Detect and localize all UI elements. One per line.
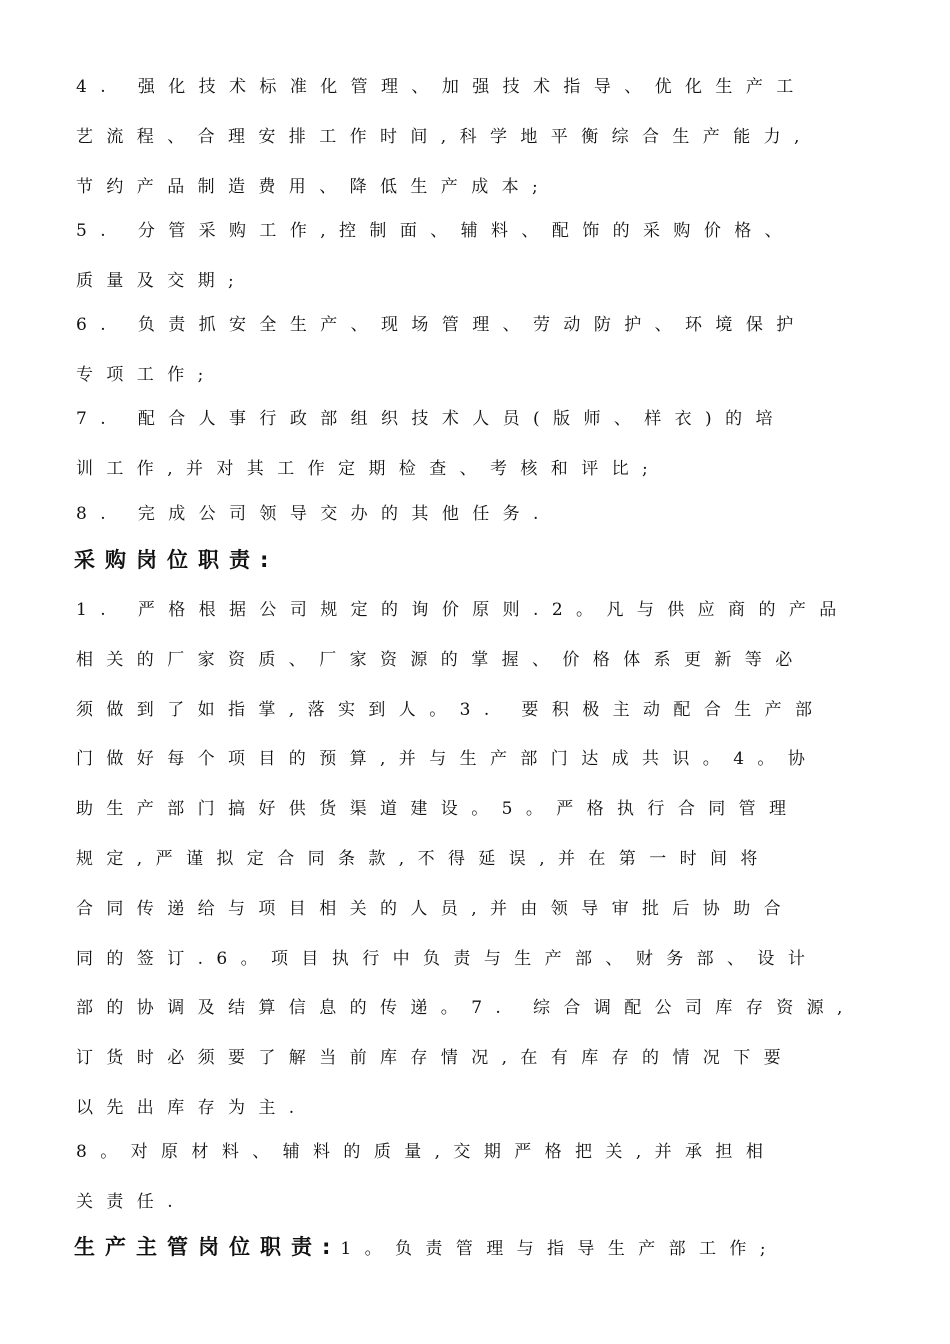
text-line: 节约产品制造费用、降低生产成本;: [76, 177, 552, 197]
text-line: 规定,严谨拟定合同条款,不得延误,并在第一时间将: [76, 849, 771, 869]
text-line: 训工作,并对其工作定期检查、考核和评比;: [76, 459, 662, 479]
text-line: 专项工作;: [76, 365, 217, 385]
text-line: 门做好每个项目的预算,并与生产部门达成共识。4。协: [76, 749, 819, 769]
text-line: 关责任.: [76, 1192, 187, 1212]
text-line: 8. 完成公司领导交办的其他任务.: [76, 504, 552, 524]
text-line: 8。对原材料、辅料的质量,交期严格把关,并承担相: [76, 1142, 777, 1162]
production-first-item: 1。负责管理与指导生产部工作;: [340, 1239, 779, 1259]
production-heading-text: 生产主管岗位职责:: [74, 1235, 341, 1259]
text-line: 助生产部门搞好供货渠道建设。5。严格执行合同管理: [76, 799, 800, 819]
text-line: 5. 分管采购工作,控制面、辅料、配饰的采购价格、: [76, 221, 796, 241]
text-line: 部的协调及结算信息的传递。7. 综合调配公司库存资源,: [76, 998, 856, 1018]
text-line: 艺流程、合理安排工作时间,科学地平衡综合生产能力,: [76, 127, 813, 147]
text-line: 1. 严格根据公司规定的询价原则.2。凡与供应商的产品: [76, 600, 850, 620]
text-line: 质量及交期;: [76, 271, 248, 291]
text-line: 合同传递给与项目相关的人员,并由领导审批后协助合: [76, 899, 795, 919]
text-line: 以先出库存为主.: [76, 1098, 308, 1118]
section-heading-purchase: 采购岗位职责:: [74, 548, 279, 572]
text-line: 相关的厂家资质、厂家资源的掌握、价格体系更新等必: [76, 650, 806, 670]
text-line: 4. 强化技术标准化管理、加强技术指导、优化生产工: [76, 77, 807, 97]
text-line: 同的签订.6。项目执行中负责与生产部、财务部、设计: [76, 949, 819, 969]
text-line: 须做到了如指掌,落实到人。3. 要积极主动配合生产部: [76, 700, 826, 720]
text-line: 订货时必须要了解当前库存情况,在有库存的情况下要: [76, 1048, 795, 1068]
section-heading-production: [74, 1233, 779, 1263]
text-line: 7. 配合人事行政部组织技术人员(版师、样衣)的培: [76, 409, 786, 429]
text-line: 6. 负责抓安全生产、现场管理、劳动防护、环境保护: [76, 315, 807, 335]
